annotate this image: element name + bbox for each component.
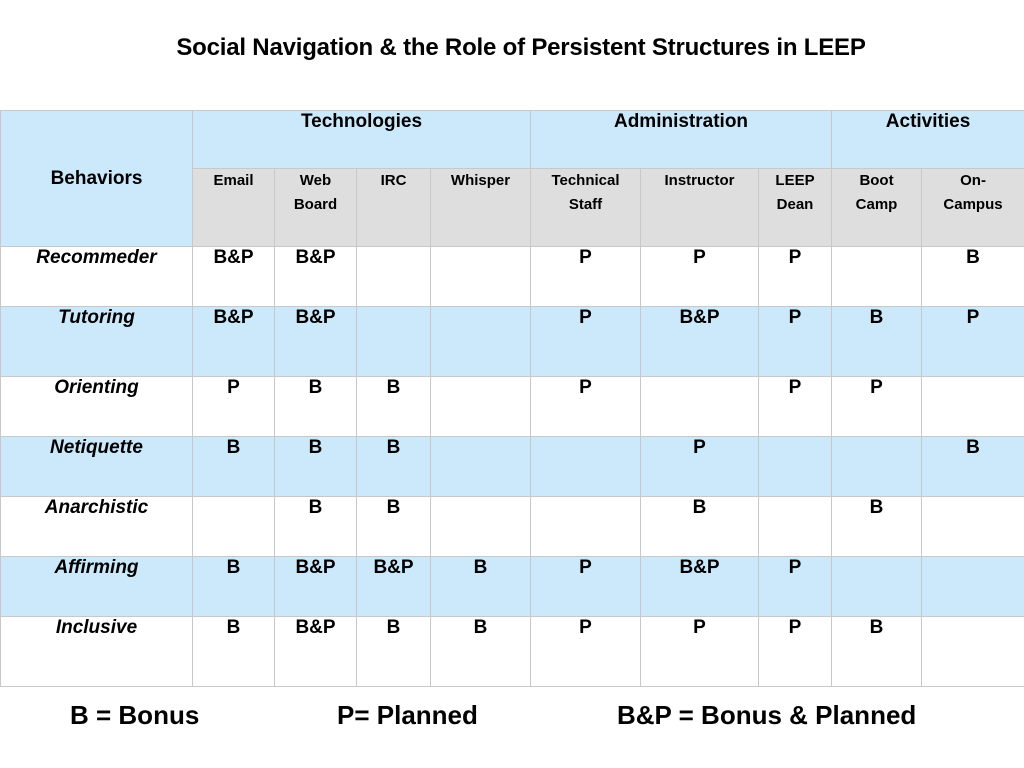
column-header-line: Board (293, 196, 338, 213)
table-cell: B (922, 437, 1024, 497)
column-header (193, 169, 275, 247)
table-cell: B (431, 557, 531, 617)
table-cell: B (832, 307, 922, 377)
table-cell: B (641, 497, 759, 557)
slide-title: Social Navigation & the Role of Persistent Structures in LEEP (176, 34, 866, 61)
column-header-line: Instructor (664, 172, 735, 189)
column-header-line: On- (960, 172, 986, 189)
table-cell: P (759, 307, 832, 377)
table-cell: P (759, 247, 832, 307)
table-row (1, 497, 1024, 557)
table-cell: P (531, 377, 641, 437)
table-cell: B&P (641, 557, 759, 617)
table-cell: B (193, 437, 275, 497)
column-header (275, 169, 357, 247)
table-cell (922, 617, 1024, 687)
table-cell (431, 247, 531, 307)
column-header-line: LEEP (775, 172, 815, 189)
table-cell: B (832, 497, 922, 557)
table-row (1, 307, 1024, 377)
behavior-label: Tutoring (1, 307, 193, 377)
table-cell: P (531, 557, 641, 617)
table-cell: P (759, 617, 832, 687)
table-cell: B&P (193, 247, 275, 307)
table-cell: P (641, 617, 759, 687)
column-header (922, 169, 1024, 247)
legend-bonus: B = Bonus (70, 700, 200, 730)
behavior-label: Affirming (1, 557, 193, 617)
table-cell: B (193, 617, 275, 687)
table-cell: P (531, 247, 641, 307)
column-header (357, 169, 431, 247)
table-cell (431, 307, 531, 377)
table-cell: B&P (275, 557, 357, 617)
group-header-activities: Activities (832, 111, 1024, 169)
table-cell: B (832, 617, 922, 687)
table-cell: P (193, 377, 275, 437)
column-header-line: Camp (855, 196, 898, 213)
table-cell (431, 437, 531, 497)
behavior-label: Netiquette (1, 437, 193, 497)
table-cell: P (759, 557, 832, 617)
table-cell: P (641, 247, 759, 307)
column-header (531, 169, 641, 247)
table-cell: B (431, 617, 531, 687)
column-header-line: Email (213, 172, 254, 189)
table-cell: B&P (275, 247, 357, 307)
table-cell (759, 437, 832, 497)
table-cell (193, 497, 275, 557)
table-cell (832, 437, 922, 497)
group-header-row (1, 111, 1024, 169)
table-row (1, 557, 1024, 617)
column-header-line: Dean (776, 196, 814, 213)
column-header-line: Campus (943, 196, 1003, 213)
table-cell: B (357, 377, 431, 437)
table-cell: B&P (193, 307, 275, 377)
table-cell: P (641, 437, 759, 497)
behaviors-table (0, 110, 1024, 687)
table-cell: B (357, 617, 431, 687)
group-header-technologies: Technologies (193, 111, 531, 169)
table-cell: P (531, 617, 641, 687)
behavior-label: Recommeder (1, 247, 193, 307)
table-cell: B (193, 557, 275, 617)
table-cell: P (759, 377, 832, 437)
behavior-label: Orienting (1, 377, 193, 437)
table-cell: B (922, 247, 1024, 307)
table-cell (531, 497, 641, 557)
legend-planned: P= Planned (337, 700, 478, 730)
table-cell: P (832, 377, 922, 437)
column-header-line: Web (299, 172, 332, 189)
column-header (759, 169, 832, 247)
behavior-label: Anarchistic (1, 497, 193, 557)
table-cell: B (275, 377, 357, 437)
table-cell (357, 307, 431, 377)
table-cell (922, 497, 1024, 557)
behaviors-header: Behaviors (1, 111, 193, 247)
table-cell: P (922, 307, 1024, 377)
table-cell (531, 437, 641, 497)
table-cell (641, 377, 759, 437)
table-cell: B (357, 497, 431, 557)
table-cell (431, 497, 531, 557)
table-cell (357, 247, 431, 307)
column-header-line: IRC (380, 172, 407, 189)
table-cell (922, 377, 1024, 437)
table-cell (431, 377, 531, 437)
table-cell: B&P (275, 617, 357, 687)
column-header (641, 169, 759, 247)
column-header-line: Boot (859, 172, 894, 189)
column-header (832, 169, 922, 247)
table-cell: B&P (275, 307, 357, 377)
table-cell (832, 247, 922, 307)
column-header-line: Staff (568, 196, 603, 213)
table-cell: B (357, 437, 431, 497)
group-header-administration: Administration (531, 111, 832, 169)
table-row (1, 617, 1024, 687)
behavior-label: Inclusive (1, 617, 193, 687)
legend-bonus-and-planned: B&P = Bonus & Planned (617, 700, 917, 730)
table-row (1, 247, 1024, 307)
table-cell: B&P (641, 307, 759, 377)
table-cell: P (531, 307, 641, 377)
table-row (1, 377, 1024, 437)
column-header (431, 169, 531, 247)
table-cell: B&P (357, 557, 431, 617)
table-cell: B (275, 497, 357, 557)
column-header-line: Technical (551, 172, 620, 189)
table-row (1, 437, 1024, 497)
table-cell (759, 497, 832, 557)
table-cell (832, 557, 922, 617)
table-cell: B (275, 437, 357, 497)
column-header-line: Whisper (450, 172, 511, 189)
table-cell (922, 557, 1024, 617)
